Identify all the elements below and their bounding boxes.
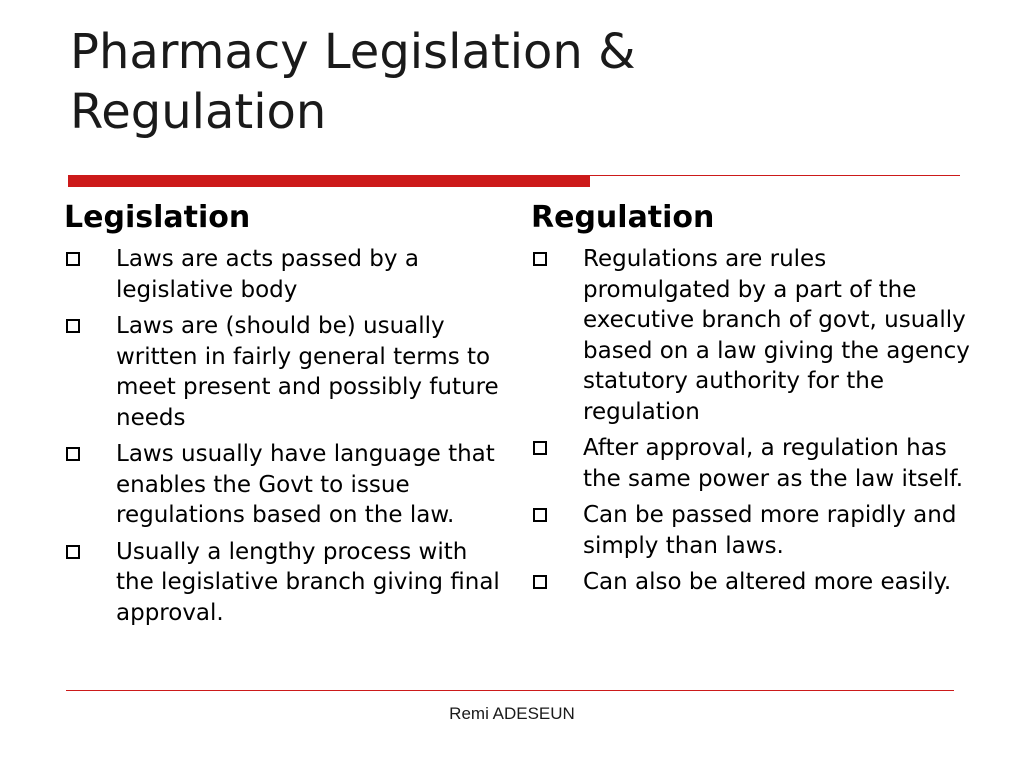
square-bullet-icon (66, 545, 80, 559)
square-bullet-icon (533, 252, 547, 266)
regulation-column (531, 196, 971, 604)
list-item (531, 433, 971, 494)
legislation-bullet-list (64, 244, 504, 628)
regulation-heading: Regulation (531, 200, 715, 235)
list-item (531, 567, 971, 598)
square-bullet-icon (66, 319, 80, 333)
footer-author: Remi ADESEUN (449, 704, 575, 723)
bullet-text: Can also be altered more easily. (583, 569, 952, 595)
list-item (64, 311, 504, 433)
bullet-text: Laws are acts passed by a legislative body (116, 246, 419, 303)
square-bullet-icon (533, 575, 547, 589)
square-bullet-icon (66, 447, 80, 461)
legislation-heading: Legislation (64, 200, 251, 235)
bullet-text: Usually a lengthy process with the legislative branch giving final approval. (116, 538, 500, 626)
square-bullet-icon (66, 252, 80, 266)
square-bullet-icon (533, 508, 547, 522)
bullet-text: Can be passed more rapidly and simply than laws. (583, 502, 957, 559)
list-item (531, 244, 971, 427)
footer-divider-line (66, 690, 954, 691)
legislation-column (64, 196, 504, 634)
list-item (64, 537, 504, 629)
list-item (64, 439, 504, 531)
slide-title (70, 22, 930, 142)
regulation-bullet-list (531, 244, 971, 598)
bullet-text: Laws usually have language that enables the Govt to issue regulations based on the law. (116, 441, 495, 528)
slide-title-line-1: Pharmacy Legislation & (70, 24, 636, 80)
slide-title-line-2: Regulation (70, 84, 327, 140)
bullet-text: Regulations are rules promulgated by a part of the executive branch of govt, usually based on a law giving the agency statutory authority for the regulation (583, 246, 970, 425)
title-divider-line (590, 175, 960, 176)
list-item (64, 244, 504, 305)
square-bullet-icon (533, 441, 547, 455)
bullet-text: After approval, a regulation has the same power as the law itself. (583, 435, 964, 492)
list-item (531, 500, 971, 561)
title-accent-bar (68, 175, 590, 187)
bullet-text: Laws are (should be) usually written in fairly general terms to meet present and possibly future needs (116, 313, 499, 431)
